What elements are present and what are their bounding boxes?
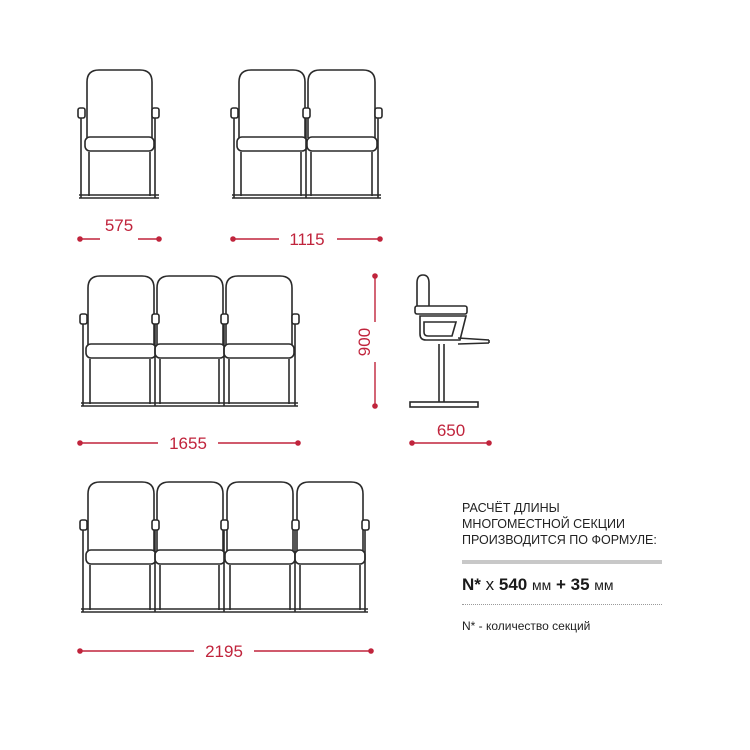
quad-seat bbox=[80, 482, 369, 612]
dimension-quad-label: 2195 bbox=[205, 642, 243, 661]
formula-extra-value: 35 bbox=[570, 575, 590, 594]
formula-unit: мм bbox=[531, 577, 552, 593]
single-seat bbox=[78, 70, 159, 198]
triple-seat bbox=[80, 276, 299, 406]
formula-block bbox=[462, 500, 662, 633]
dimension-depth-label: 650 bbox=[436, 421, 466, 440]
dimension-triple bbox=[77, 433, 301, 453]
dimension-quad bbox=[77, 641, 374, 661]
formula-unit: мм bbox=[594, 577, 614, 593]
dimension-height-label: 900 bbox=[355, 327, 374, 357]
formula-expression bbox=[462, 575, 662, 595]
dimension-triple-label: 1655 bbox=[169, 434, 207, 453]
dimension-double bbox=[230, 229, 383, 249]
formula-title-line: РАСЧЁТ ДЛИНЫ bbox=[462, 501, 560, 515]
double-seat bbox=[231, 70, 382, 198]
formula-title-line: МНОГОМЕСТНОЙ СЕКЦИИ bbox=[462, 517, 626, 531]
formula-n-symbol: N* bbox=[462, 575, 481, 594]
formula-times: х bbox=[485, 575, 495, 594]
formula-divider bbox=[462, 560, 662, 564]
dimension-height bbox=[355, 273, 385, 409]
dimension-double-label: 1115 bbox=[289, 230, 325, 249]
side-view-chair bbox=[410, 275, 489, 407]
dimension-depth bbox=[409, 418, 492, 446]
formula-dotted-rule bbox=[462, 604, 662, 605]
formula-plus: + bbox=[555, 575, 566, 594]
dimension-single bbox=[77, 216, 162, 248]
formula-title-line: ПРОИЗВОДИТСЯ ПО ФОРМУЛЕ: bbox=[462, 533, 657, 547]
formula-footnote: N* - количество секций bbox=[462, 619, 591, 633]
formula-seat-value: 540 bbox=[498, 575, 528, 594]
formula-title bbox=[462, 500, 662, 548]
dimension-single-label: 575 bbox=[104, 216, 134, 235]
